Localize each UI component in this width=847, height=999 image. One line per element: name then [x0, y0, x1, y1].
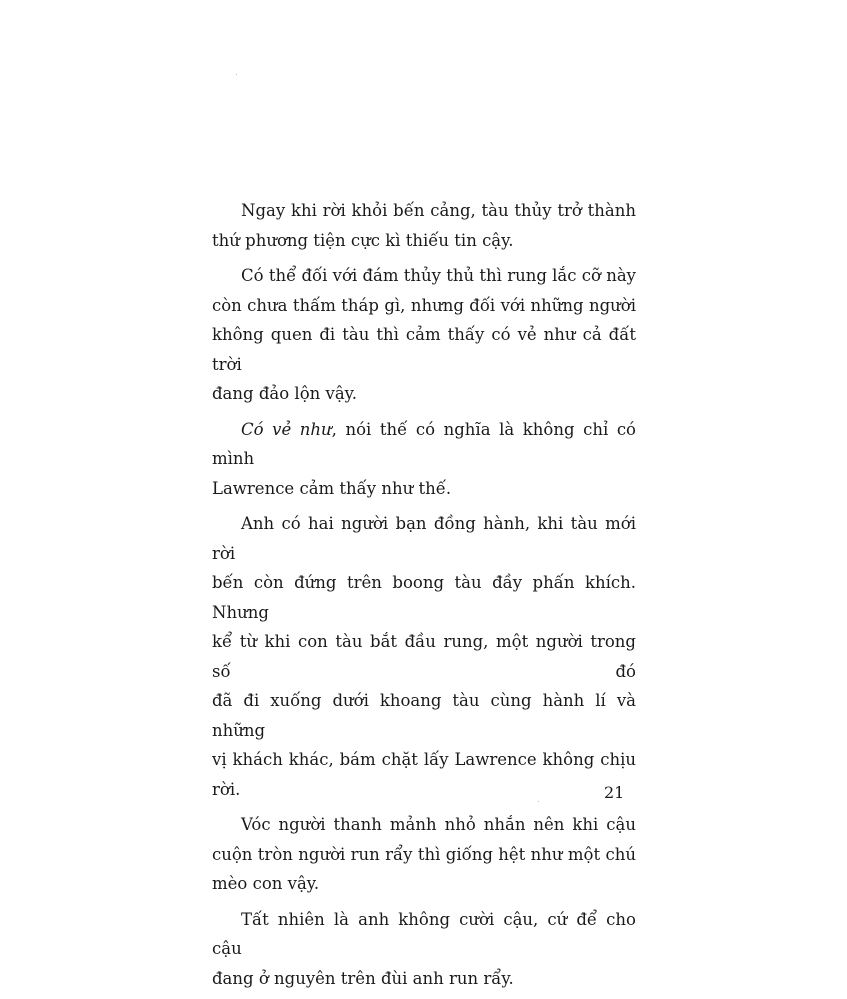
- text-line: kể từ khi con tàu bắt đầu rung, một người trong số đó: [212, 632, 636, 681]
- text-line: [212, 415, 636, 474]
- paper-speck: [236, 74, 237, 75]
- text-line: đã đi xuống dưới khoang tàu cùng hành lí và những: [212, 691, 636, 740]
- paragraph-2: [212, 261, 636, 409]
- italic-phrase: Có vẻ như: [241, 419, 332, 439]
- paragraph-5: [212, 810, 636, 899]
- page-number: 21: [604, 783, 625, 802]
- text-line: vị khách khác, bám chặt lấy Lawrence không chịu rời.: [212, 750, 636, 799]
- text-line: Ngay khi rời khỏi bến cảng, tàu thủy trở thành: [241, 201, 636, 220]
- body-text: [212, 196, 636, 999]
- text-line: không quen đi tàu thì cảm thấy có vẻ như cả đất trời: [212, 325, 636, 374]
- text-line: thứ phương tiện cực kì thiếu tin cậy.: [212, 230, 514, 250]
- paragraph-6: [212, 905, 636, 994]
- text-line: cuộn tròn người run rẩy thì giống hệt như một chú: [212, 844, 636, 864]
- paragraph-4: [212, 509, 636, 804]
- text-line: đang đảo lộn vậy.: [212, 384, 358, 403]
- text-line: còn chưa thấm tháp gì, nhưng đối với những người: [212, 295, 636, 315]
- paragraph-1: [212, 196, 636, 255]
- text-line: bến còn đứng trên boong tàu đầy phấn khích. Nhưng: [212, 573, 636, 622]
- text-line: Lawrence cảm thấy như thế.: [212, 478, 452, 498]
- text-line: Tất nhiên là anh không cười cậu, cứ để cho cậu: [212, 909, 636, 958]
- text-line: đang ở nguyên trên đùi anh run rẩy.: [212, 968, 514, 988]
- text-line: Vóc người thanh mảnh nhỏ nhắn nên khi cậu: [241, 815, 636, 834]
- text-line: Anh có hai người bạn đồng hành, khi tàu mới rời: [212, 514, 636, 563]
- text-line: mèo con vậy.: [212, 874, 320, 893]
- paragraph-3: [212, 415, 636, 504]
- text-line: Có thể đối với đám thủy thủ thì rung lắc cỡ này: [241, 266, 636, 285]
- text-line-rest: , nói thế có nghĩa là không chỉ có mình: [212, 419, 636, 468]
